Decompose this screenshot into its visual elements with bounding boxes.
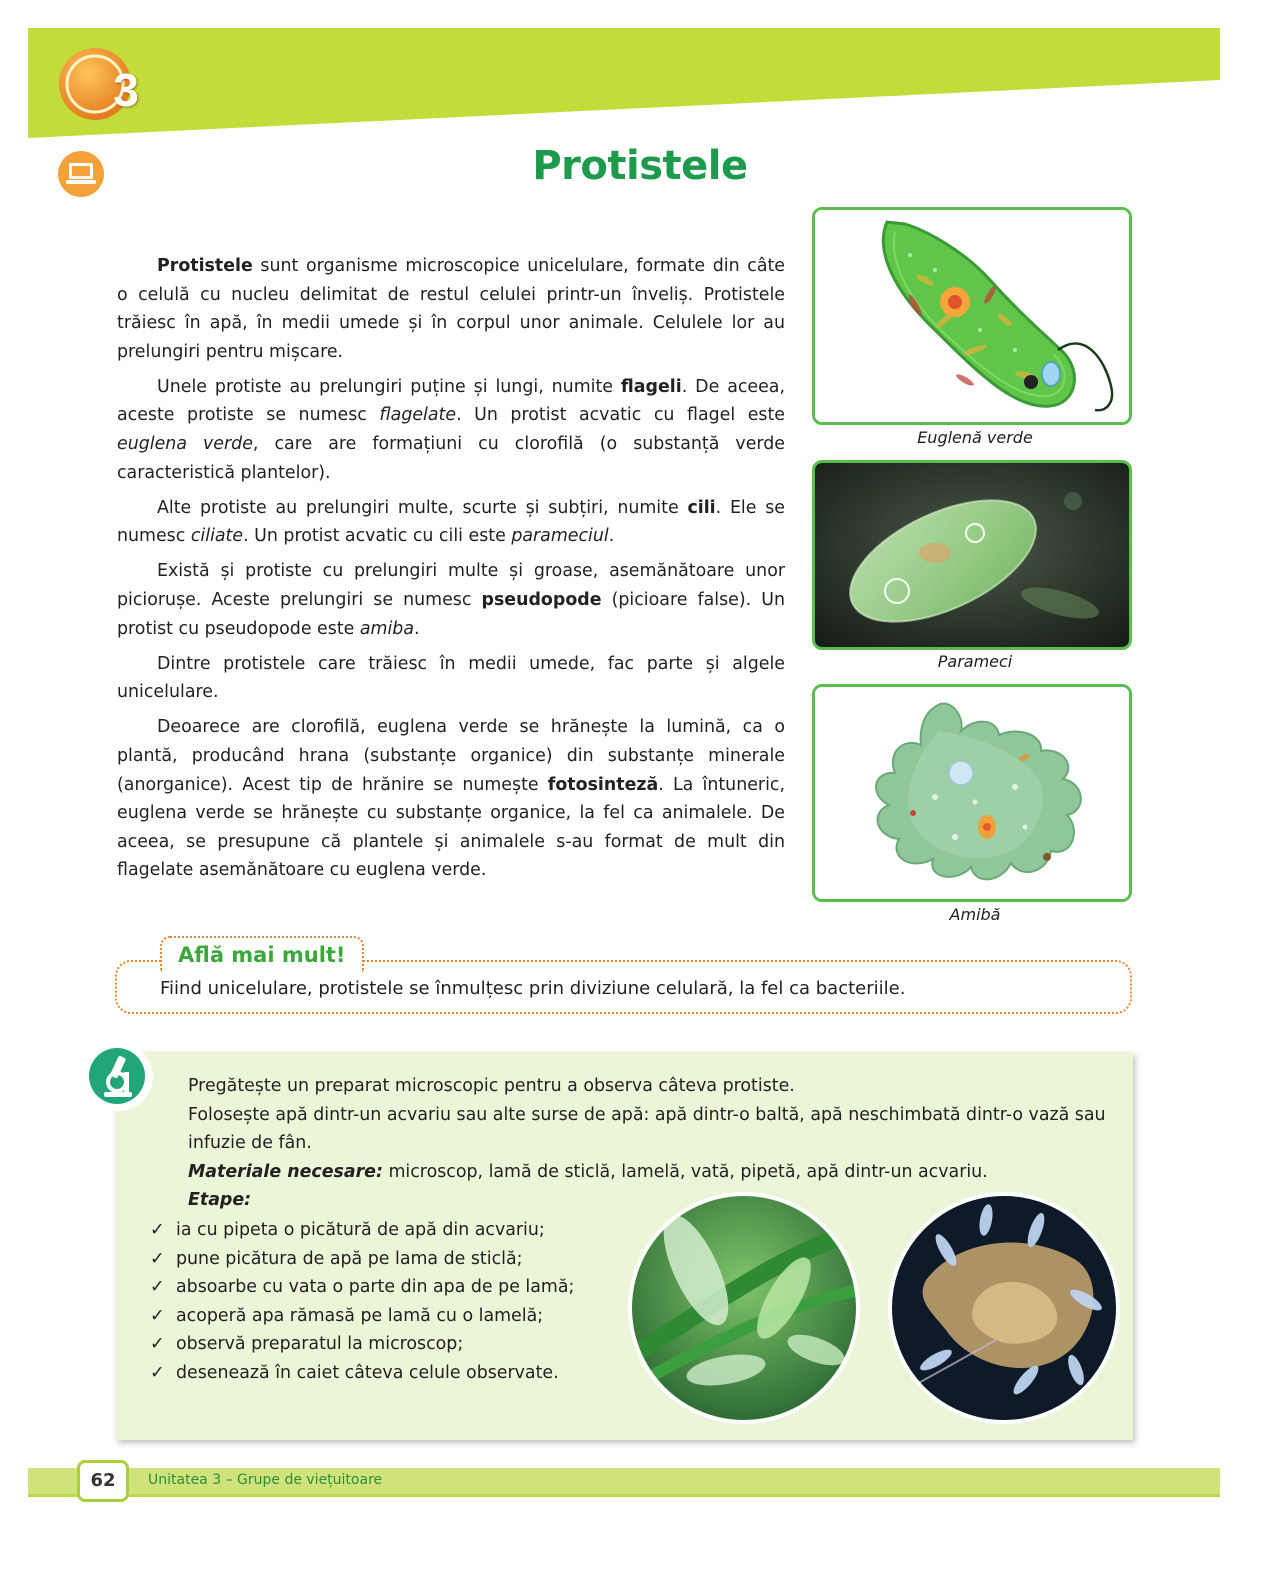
- text-run: , care are formațiuni cu clorofilă (o substanță verde caracteristică plantelor).: [117, 434, 785, 483]
- paramecium-caption: Parameci: [937, 652, 1013, 671]
- microscope-icon: [84, 1042, 154, 1112]
- bold-term: flageli: [620, 376, 682, 397]
- checkmark-icon: ✓: [150, 1334, 165, 1355]
- step-item: [150, 1330, 574, 1359]
- checkmark-icon: ✓: [150, 1362, 165, 1383]
- paramecium-figure: [812, 460, 1132, 650]
- step-item: [150, 1359, 574, 1388]
- step-item: [150, 1216, 574, 1245]
- text-run: . De aceea, aceste protiste se numesc: [117, 376, 785, 426]
- text-run: . Un protist acvatic cu cili este: [243, 526, 512, 547]
- header-banner: [0, 0, 1270, 160]
- italic-term: euglena verde: [117, 434, 253, 455]
- paragraph: [117, 713, 785, 885]
- euglena-figure: [812, 207, 1132, 425]
- text-run: Există și protiste cu prelungiri multe și groase, asemănătoare unor piciorușe. Aceste prelungiri se numesc: [117, 561, 785, 611]
- activity-line-1: Pregătește un preparat microscopic pentru a observa câteva protiste.: [188, 1076, 795, 1096]
- text-run: Dintre protistele care trăiesc în medii umede, fac parte și algele unicelulare.: [117, 653, 785, 703]
- steps-list: [150, 1216, 574, 1388]
- italic-term: flagelate: [379, 405, 457, 426]
- unit-number: 3: [113, 64, 139, 116]
- microscope-photo-circle: [886, 1190, 1122, 1426]
- step-text: desenează în caiet câteva celule observate.: [176, 1362, 559, 1383]
- step-item: [150, 1302, 574, 1331]
- text-run: Unele protiste au prelungiri puține și lungi, numite: [157, 376, 621, 397]
- text-run: .: [414, 618, 420, 639]
- learn-more-title: Află mai mult!: [160, 936, 364, 972]
- italic-term: amiba: [359, 618, 414, 639]
- checkmark-icon: ✓: [150, 1305, 165, 1326]
- learn-more-text: Fiind unicelulare, protistele se înmulțesc prin diviziune celulară, la fel ca bacteriile.: [160, 978, 906, 999]
- materials-text: microscop, lamă de sticlă, lamelă, vată, pipetă, apă dintr-un acvariu.: [382, 1161, 988, 1182]
- text-run: Deoarece are clorofilă, euglena verde se hrănește la lumină, ca o plantă, producând hrana (substanțe organice) din substanțe minerale (anorganice). Acest tip de hrănire se numește: [117, 717, 785, 795]
- text-run: Alte protiste au prelungiri multe, scurte și subțiri, numite: [157, 497, 688, 518]
- bold-term: Protistele: [157, 256, 253, 276]
- step-text: acoperă apa rămasă pe lamă cu o lamelă;: [176, 1305, 544, 1326]
- paragraph: [117, 557, 785, 643]
- page-title: Protistele: [532, 143, 748, 189]
- step-text: ia cu pipeta o picătură de apă din acvariu;: [176, 1220, 545, 1240]
- step-text: absoarbe cu vata o parte din apa de pe lamă;: [176, 1277, 575, 1298]
- euglena-caption: Euglenă verde: [917, 428, 1033, 447]
- activity-line-2-text: Folosește apă dintr-un acvariu sau alte surse de apă: apă dintr-o baltă, apă neschimbată dintr-o vază sau infuzie de fân.: [188, 1104, 1106, 1154]
- step-item: [150, 1273, 574, 1302]
- checkmark-icon: ✓: [150, 1277, 165, 1298]
- text-run: . Un protist acvatic cu flagel este: [456, 405, 785, 426]
- italic-term: ciliate: [190, 526, 244, 547]
- page-number: 62: [77, 1460, 129, 1502]
- step-text: pune picătura de apă pe lama de sticlă;: [176, 1248, 523, 1269]
- amoeba-caption: Amibă: [949, 905, 1001, 924]
- protists-illustration-circle: [626, 1190, 862, 1426]
- footer-unit-label: Unitatea 3 – Grupe de viețuitoare: [148, 1472, 383, 1488]
- text-run: sunt organisme microscopice unicelulare, formate din câte o celulă cu nucleu delimitat de restul celulei printr-un înveliș. Protistele trăiesc în apă, în medii umede și în corpul unor animale. Celulele lor au prelungiri pentru mișcare.: [117, 256, 785, 362]
- footer-line: [28, 1494, 1220, 1497]
- italic-term: parameciul: [511, 526, 609, 547]
- materials-label: Materiale necesare:: [188, 1161, 383, 1182]
- paragraph: [117, 373, 785, 487]
- text-run: . La întuneric, euglena verde se hrănește cu substanțe organice, la fel ca animalele. De aceea, se presupune că plantele și animalele s-au format de mult din flagelate asemănătoare cu euglena verde.: [117, 774, 785, 881]
- paragraph: [117, 650, 785, 707]
- bold-term: cili: [687, 497, 716, 518]
- amoeba-figure: [812, 684, 1132, 902]
- step-text: observă preparatul la microscop;: [176, 1334, 464, 1355]
- lesson-text: [117, 252, 785, 891]
- steps-label: Etape:: [188, 1190, 252, 1211]
- checkmark-icon: ✓: [150, 1220, 165, 1240]
- activity-line-2: [148, 1101, 1118, 1158]
- paragraph: [117, 252, 785, 366]
- activity-materials: [148, 1158, 1118, 1187]
- monitor-icon: [57, 150, 105, 198]
- step-item: [150, 1245, 574, 1274]
- paragraph: [117, 494, 785, 551]
- bold-term: fotosinteză: [547, 774, 659, 795]
- checkmark-icon: ✓: [150, 1248, 165, 1269]
- text-run: . Ele se numesc: [117, 497, 785, 547]
- text-run: (picioare false). Un protist cu pseudopode este: [117, 590, 785, 639]
- bold-term: pseudopode: [481, 590, 602, 611]
- text-run: .: [608, 526, 615, 547]
